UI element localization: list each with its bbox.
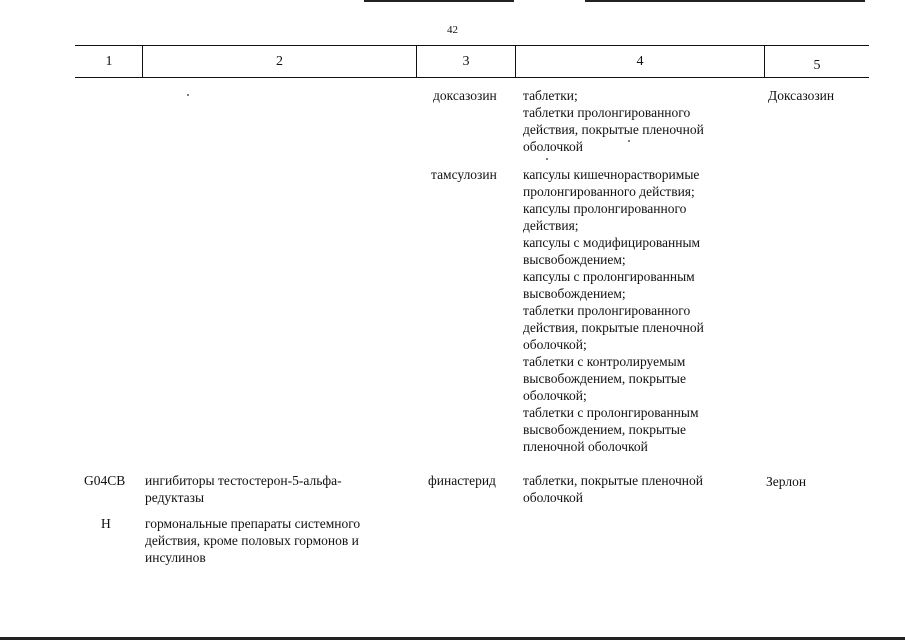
dosage-form-line: действия, покрытые пленочной: [523, 122, 704, 137]
dosage-form-line: действия;: [523, 218, 579, 233]
group-name-line: гормональные препараты системного: [145, 516, 361, 531]
dosage-forms-cell: [523, 472, 703, 506]
dosage-form-line: таблетки;: [523, 88, 578, 103]
dosage-form-line: таблетки с пролонгированным: [523, 405, 699, 420]
inn-cell: финастерид: [428, 473, 496, 488]
group-name-line: действия, кроме половых гормонов и: [145, 533, 359, 548]
page-number: 42: [447, 24, 458, 36]
dosage-form-line: пленочной оболочкой: [523, 439, 648, 454]
dosage-form-line: оболочкой: [523, 139, 583, 154]
trade-name-cell: Зерлон: [766, 474, 807, 489]
table-header-bottom-border: [75, 77, 869, 78]
column-header-5: 5: [813, 58, 821, 73]
inn-cell: доксазозин: [433, 88, 497, 103]
dosage-form-line: пролонгированного действия;: [523, 184, 695, 199]
column-header-1: 1: [105, 54, 113, 69]
dosage-form-line: высвобождением, покрытые: [523, 371, 686, 386]
scan-speck: [628, 140, 630, 142]
dosage-form-line: таблетки с контролируемым: [523, 354, 686, 369]
dosage-form-line: таблетки пролонгированного: [523, 303, 691, 318]
group-name-line: редуктазы: [145, 490, 205, 505]
dosage-form-line: капсулы пролонгированного: [523, 201, 687, 216]
dosage-form-line: оболочкой;: [523, 337, 587, 352]
group-name-cell: [145, 472, 342, 506]
scan-edge-line: [585, 0, 865, 2]
dosage-form-line: капсулы кишечнорастворимые: [523, 167, 700, 182]
dosage-form-line: таблетки, покрытые пленочной: [523, 473, 704, 488]
scan-edge-line: [364, 0, 514, 2]
dosage-form-line: капсулы с модифицированным: [523, 235, 701, 250]
dosage-form-line: оболочкой;: [523, 388, 587, 403]
inn-cell: тамсулозин: [431, 167, 497, 182]
column-header-4: 4: [636, 54, 644, 69]
dosage-form-line: высвобождением;: [523, 252, 626, 267]
dosage-forms-cell: [523, 87, 704, 155]
dosage-form-line: высвобождением;: [523, 286, 626, 301]
dosage-form-line: таблетки пролонгированного: [523, 105, 691, 120]
scan-speck: [546, 158, 548, 160]
atc-code-cell: H: [101, 516, 111, 531]
dosage-form-line: высвобождением, покрытые: [523, 422, 686, 437]
column-header-3: 3: [462, 54, 470, 69]
trade-name-cell: Доксазозин: [768, 88, 835, 103]
atc-code-cell: G04CB: [84, 473, 126, 488]
table-header-top-border: [75, 45, 869, 46]
scan-speck: [187, 94, 189, 96]
group-name-line: ингибиторы тестостерон-5-альфа-: [145, 473, 342, 488]
group-name-line: инсулинов: [145, 550, 206, 565]
group-name-cell: [145, 515, 360, 566]
column-header-2: 2: [276, 54, 283, 69]
dosage-form-line: оболочкой: [523, 490, 583, 505]
dosage-form-line: действия, покрытые пленочной: [523, 320, 704, 335]
dosage-form-line: капсулы с пролонгированным: [523, 269, 695, 284]
dosage-forms-cell: [523, 166, 704, 455]
